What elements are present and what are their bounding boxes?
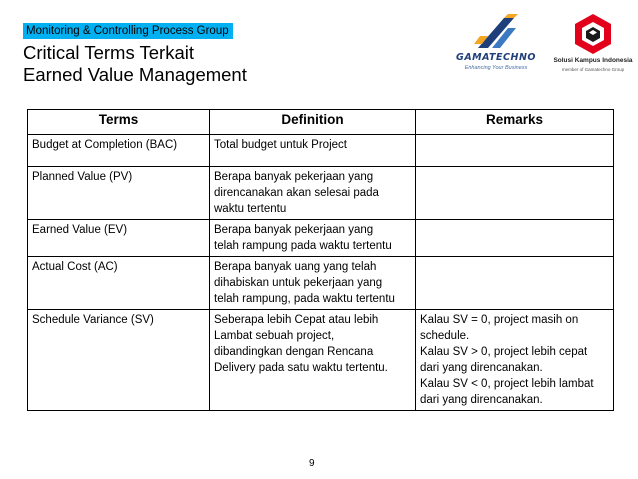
remarks-line: schedule. bbox=[420, 330, 470, 342]
header-terms: Terms bbox=[28, 110, 210, 135]
term-cell: Actual Cost (AC) bbox=[28, 257, 210, 310]
definition-line: waktu tertentu bbox=[214, 203, 287, 215]
title-line: Earned Value Management bbox=[23, 64, 247, 85]
remarks-cell bbox=[416, 167, 614, 220]
definition-line: Berapa banyak pekerjaan yang bbox=[214, 171, 374, 183]
definition-line: dibandingkan dengan Rencana bbox=[214, 346, 374, 358]
table-row bbox=[28, 220, 614, 257]
remarks-line: Kalau SV < 0, project lebih lambat bbox=[420, 378, 594, 390]
gamatechno-name: GAMATECHNO bbox=[456, 52, 536, 63]
remarks-line: dari yang direncanakan. bbox=[420, 362, 543, 374]
terms-table bbox=[27, 109, 614, 411]
remarks-cell bbox=[416, 135, 614, 167]
remarks-cell bbox=[416, 257, 614, 310]
remarks-cell bbox=[416, 310, 614, 411]
page-number: 9 bbox=[309, 458, 315, 469]
remarks-cell bbox=[416, 220, 614, 257]
ski-name: Solusi Kampus Indonesia bbox=[553, 57, 633, 64]
ski-logo bbox=[548, 13, 638, 77]
remarks-line: Kalau SV = 0, project masih on bbox=[420, 314, 579, 326]
definition-line: Berapa banyak uang yang telah bbox=[214, 261, 377, 273]
term-cell: Planned Value (PV) bbox=[28, 167, 210, 220]
header-remarks: Remarks bbox=[416, 110, 614, 135]
term-cell: Schedule Variance (SV) bbox=[28, 310, 210, 411]
term-cell: Earned Value (EV) bbox=[28, 220, 210, 257]
table-row bbox=[28, 257, 614, 310]
definition-cell bbox=[210, 257, 416, 310]
definition-line: Delivery pada satu waktu tertentu. bbox=[214, 362, 388, 374]
page-title bbox=[23, 42, 247, 86]
gamatechno-tagline: Enhancing Your Business bbox=[464, 65, 528, 71]
table-row bbox=[28, 167, 614, 220]
definition-line: Berapa banyak pekerjaan yang bbox=[214, 224, 374, 236]
definition-line: Total budget untuk Project bbox=[214, 139, 347, 151]
definition-line: Lambat sebuah project, bbox=[214, 330, 335, 342]
table-header-row bbox=[28, 110, 614, 135]
header-definition: Definition bbox=[210, 110, 416, 135]
definition-cell bbox=[210, 167, 416, 220]
term-cell: Budget at Completion (BAC) bbox=[28, 135, 210, 167]
gamatechno-logo bbox=[448, 14, 544, 76]
definition-line: telah rampung, pada waktu tertentu bbox=[214, 293, 395, 305]
table-row bbox=[28, 310, 614, 411]
ski-logo-icon bbox=[572, 13, 614, 55]
definition-line: Seberapa lebih Cepat atau lebih bbox=[214, 314, 379, 326]
definition-line: telah rampung pada waktu tertentu bbox=[214, 240, 392, 252]
gamatechno-logo-icon bbox=[474, 14, 518, 50]
definition-cell bbox=[210, 135, 416, 167]
definition-line: dihabiskan untuk pekerjaan yang bbox=[214, 277, 383, 289]
ski-subtitle: member of Gamatechno Group bbox=[561, 67, 625, 72]
definition-cell bbox=[210, 220, 416, 257]
definition-line: direncanakan akan selesai pada bbox=[214, 187, 379, 199]
section-tag: Monitoring & Controlling Process Group bbox=[23, 23, 233, 39]
definition-cell bbox=[210, 310, 416, 411]
remarks-line: dari yang direncanakan. bbox=[420, 394, 543, 406]
remarks-line: Kalau SV > 0, project lebih cepat bbox=[420, 346, 588, 358]
title-line: Critical Terms Terkait bbox=[23, 42, 194, 63]
table-row bbox=[28, 135, 614, 167]
